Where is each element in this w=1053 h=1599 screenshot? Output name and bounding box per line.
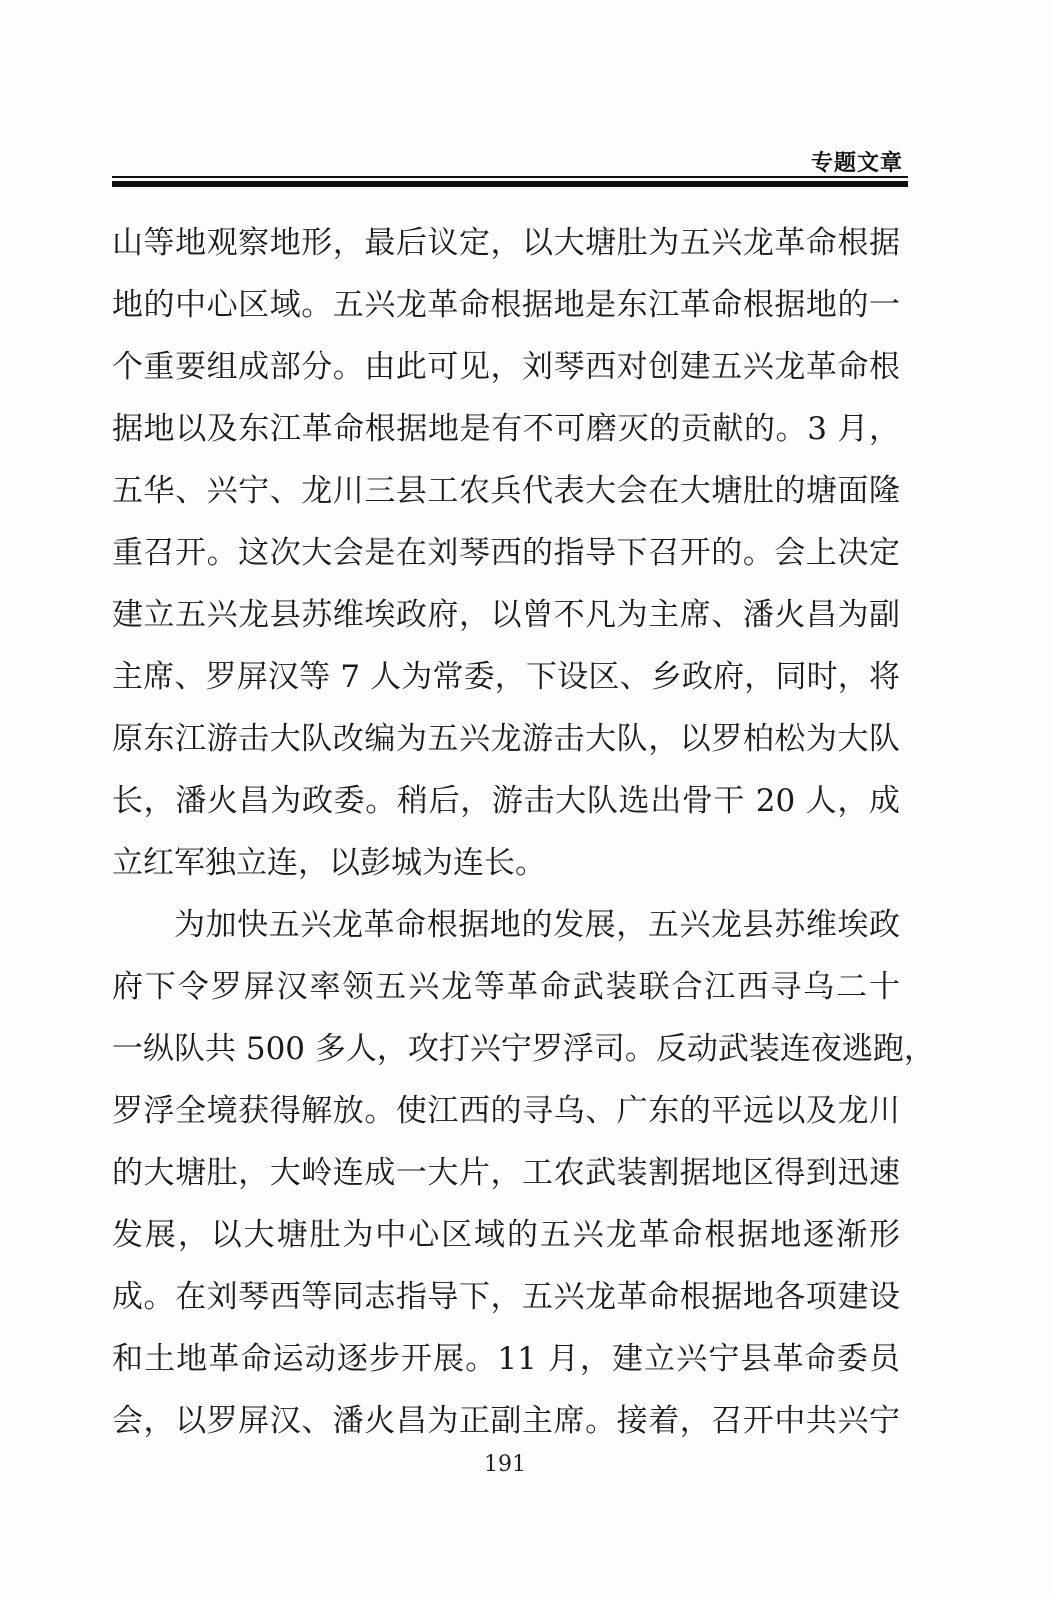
text-line: 一纵队共 500 多人，攻打兴宁罗浮司。反动武装连夜逃跑， — [112, 1031, 935, 1067]
text-line: 和土地革命运动逐步开展。11 月，建立兴宁县革命委员 — [112, 1341, 900, 1377]
text-line: 原东江游击大队改编为五兴龙游击大队，以罗柏松为大队 — [112, 721, 900, 757]
text-line: 据地以及东江革命根据地是有不可磨灭的贡献的。3 月， — [112, 411, 900, 447]
text-line: 立红军独立连，以彭城为连长。 — [112, 845, 546, 881]
text-line: 的大塘肚，大岭连成一大片，工农武装割据地区得到迅速 — [112, 1155, 900, 1191]
text-line: 发展，以大塘肚为中心区域的五兴龙革命根据地逐渐形 — [112, 1217, 900, 1253]
text-line: 山等地观察地形，最后议定，以大塘肚为五兴龙革命根据 — [112, 225, 900, 261]
text-line: 会，以罗屏汉、潘火昌为正副主席。接着，召开中共兴宁 — [112, 1403, 900, 1439]
text-line: 为加快五兴龙革命根据地的发展，五兴龙县苏维埃政 — [174, 907, 900, 943]
text-line: 地的中心区域。五兴龙革命根据地是东江革命根据地的一 — [112, 287, 900, 323]
text-line: 建立五兴龙县苏维埃政府，以曾不凡为主席、潘火昌为副 — [112, 597, 900, 633]
header-rule-thin — [112, 176, 908, 178]
text-line: 个重要组成部分。由此可见，刘琴西对创建五兴龙革命根 — [112, 349, 900, 385]
body-text — [112, 212, 935, 1452]
text-line: 府下令罗屏汉率领五兴龙等革命武装联合江西寻乌二十 — [112, 969, 900, 1005]
page-number: 191 — [484, 1452, 526, 1477]
text-line: 主席、罗屏汉等 7 人为常委，下设区、乡政府，同时，将 — [112, 659, 900, 695]
text-line: 罗浮全境获得解放。使江西的寻乌、广东的平远以及龙川 — [112, 1093, 900, 1129]
header-rule-thick — [112, 181, 908, 187]
text-line: 成。在刘琴西等同志指导下，五兴龙革命根据地各项建设 — [112, 1279, 900, 1315]
text-line: 长，潘火昌为政委。稍后，游击大队选出骨干 20 人，成 — [112, 783, 900, 819]
section-label: 专题文章 — [810, 151, 903, 176]
text-line: 重召开。这次大会是在刘琴西的指导下召开的。会上决定 — [112, 535, 900, 571]
text-line: 五华、兴宁、龙川三县工农兵代表大会在大塘肚的塘面隆 — [112, 473, 900, 509]
